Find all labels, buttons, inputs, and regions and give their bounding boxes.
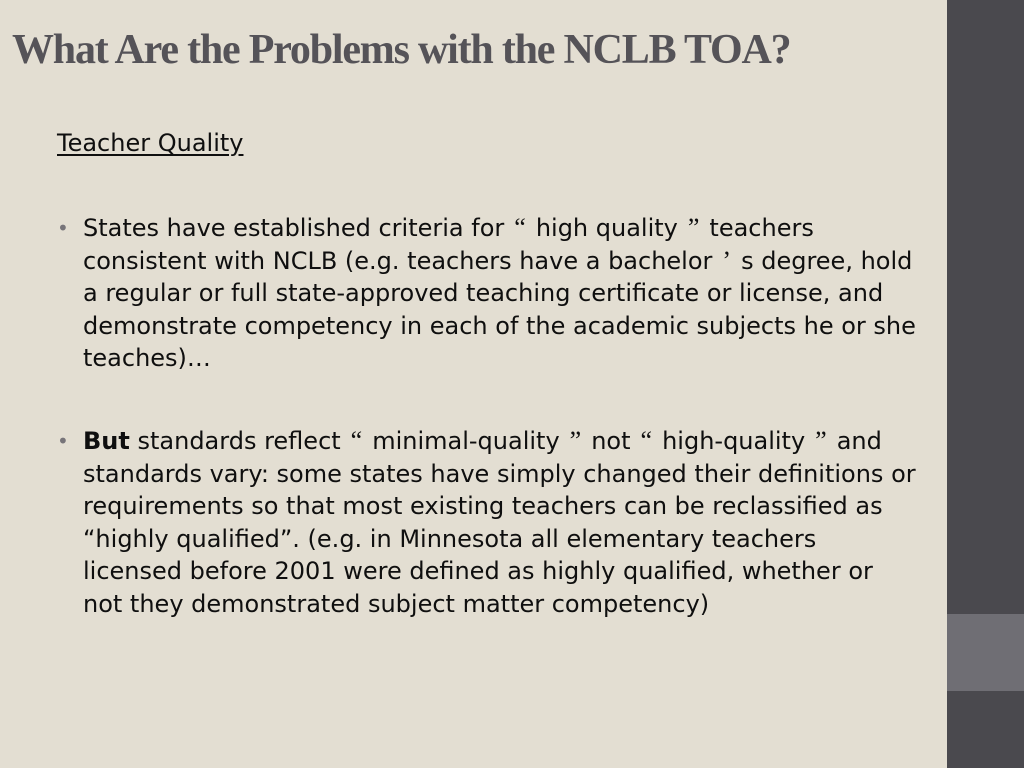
bullet-text: standards reflect xyxy=(129,426,341,455)
open-quote-mark: “ xyxy=(514,213,526,242)
open-quote-mark: “ xyxy=(640,425,653,455)
apostrophe-mark: ’ xyxy=(722,245,732,275)
bullet-text: high quality xyxy=(535,214,678,242)
close-quote-mark: ” xyxy=(569,425,582,455)
bullet-text: teachers consistent with NCLB (e.g. teachers have a bachelor xyxy=(83,214,814,275)
close-quote-mark: ” xyxy=(687,213,700,242)
bullet-text: s degree, hold a regular or full state-approved teaching certificate or license, and demonstrate competency in each of the academic subjects he or she teaches)… xyxy=(83,246,916,373)
bold-lead-word: But xyxy=(83,426,130,455)
slide-title: What Are the Problems with the NCLB TOA? xyxy=(12,27,791,73)
section-subheading: Teacher Quality xyxy=(57,129,244,157)
bullet-text: high-quality xyxy=(662,426,806,455)
open-quote-mark: “ xyxy=(350,425,363,455)
bullet-list xyxy=(57,212,917,621)
bullet-item-standards xyxy=(57,425,917,621)
bullet-text: States have established criteria for xyxy=(83,214,505,242)
close-quote-mark: ” xyxy=(815,425,827,455)
bullet-icon: • xyxy=(57,428,69,453)
bullet-icon: • xyxy=(57,216,69,240)
bullet-item-criteria xyxy=(57,212,917,375)
bullet-text: not xyxy=(591,426,631,455)
bullet-text: and standards vary: some states have simply changed their definitions or requirements so that most existing teachers can be reclassified as “highly qualified”. (e.g. in Minnesota all elementary teachers licensed before 2001 were defined as highly qualified, whether or not they demonstrated subject matter competency) xyxy=(83,426,916,618)
sidebar-accent-block xyxy=(947,614,1024,691)
bullet-text: minimal-quality xyxy=(372,426,560,455)
